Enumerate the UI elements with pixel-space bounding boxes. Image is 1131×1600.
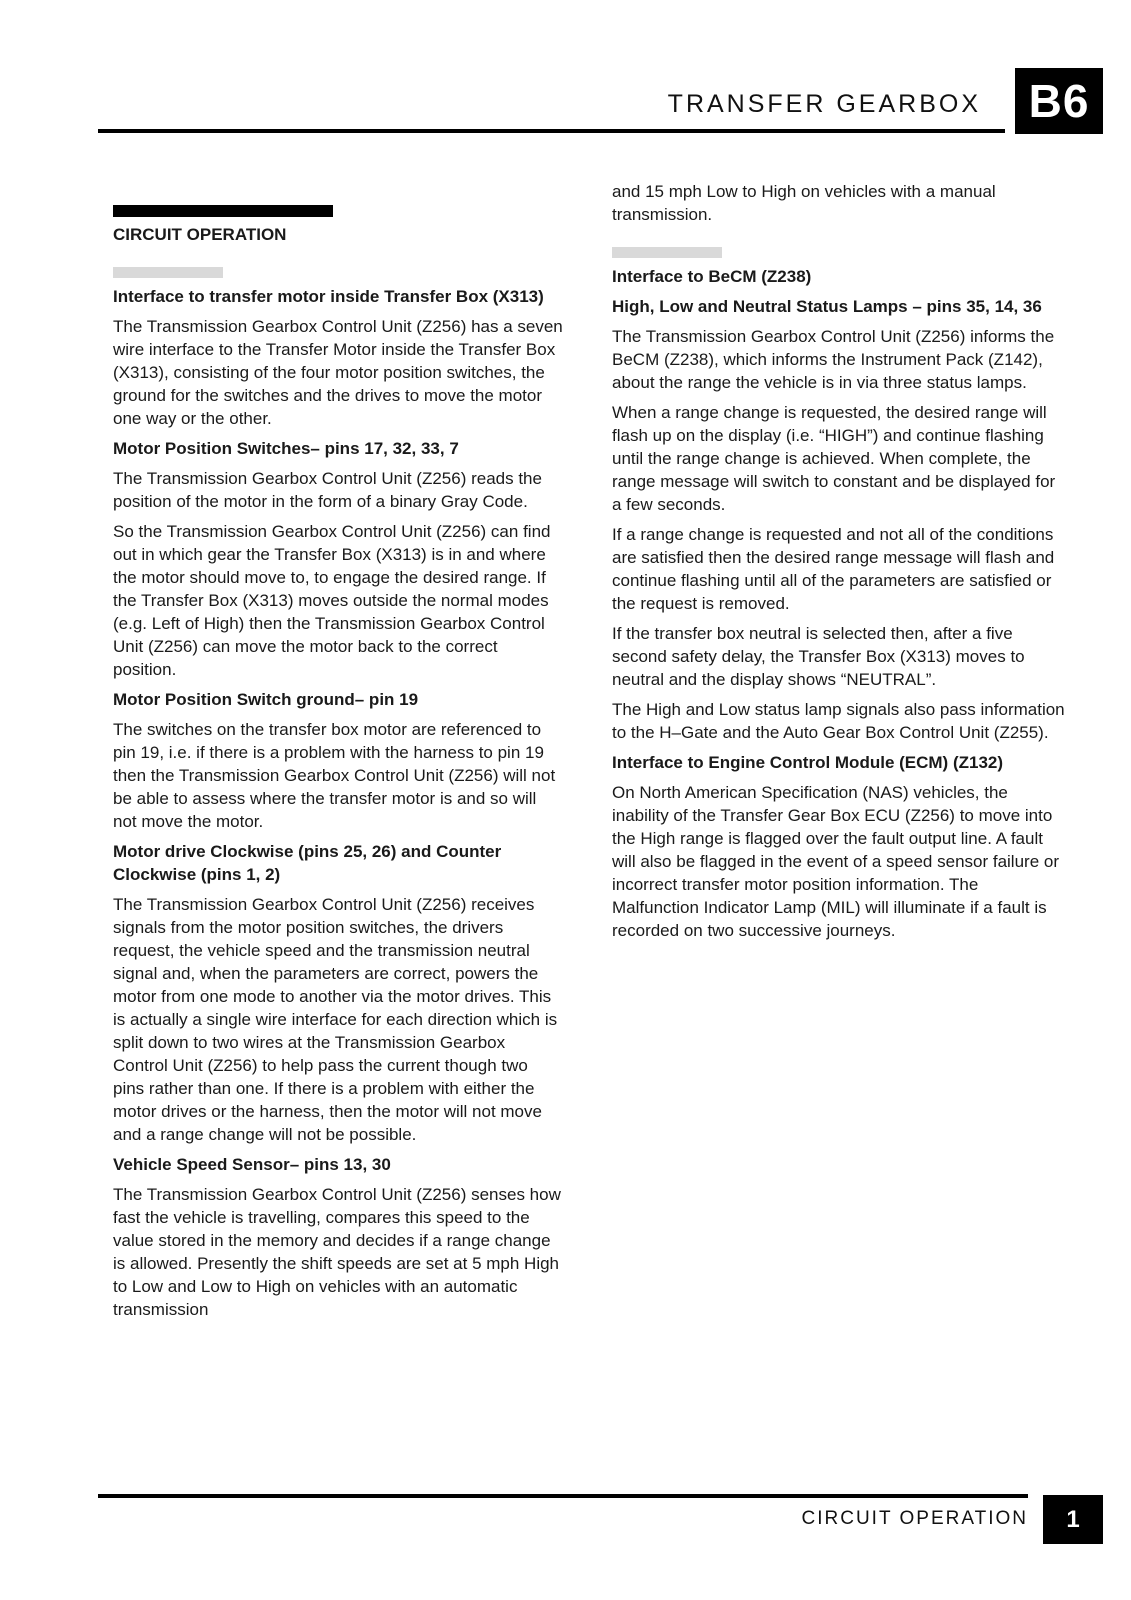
- subsection-heading: Interface to BeCM (Z238): [612, 267, 812, 286]
- heading-motor-drive: Motor drive Clockwise (pins 25, 26) and Counter Clockwise (pins 1, 2): [113, 842, 502, 884]
- paragraph: The High and Low status lamp signals also pass information to the H–Gate and the Auto Gear Box Control Unit (Z255).: [612, 700, 1065, 742]
- heading-vehicle-speed-sensor: Vehicle Speed Sensor– pins 13, 30: [113, 1155, 391, 1174]
- right-text-flow: [612, 265, 1067, 949]
- section-title: CIRCUIT OPERATION: [113, 225, 287, 244]
- paragraph: So the Transmission Gearbox Control Unit (Z256) can find out in which gear the Transfer Box (X313) is in and where the motor should move to, to engage the desired range. If the Transfer Box (X313) moves outside the normal modes (e.g. Left of High) then the Transmission Gearbox Control Unit (Z256) can move the motor back to the correct position.: [113, 522, 551, 679]
- header-rule: [98, 129, 1005, 133]
- footer-label: CIRCUIT OPERATION: [801, 1508, 1028, 1529]
- paragraph: If the transfer box neutral is selected then, after a five second safety delay, the Transfer Box (X313) moves to neutral and the display shows “NEUTRAL”.: [612, 624, 1025, 689]
- subsection-marker-bar: [612, 247, 722, 258]
- paragraph: The Transmission Gearbox Control Unit (Z256) receives signals from the motor position switches, the drivers request, the vehicle speed and the transmission neutral signal and, when the parameters are correct, powers the motor from one mode to another via the motor drives. This is actually a single wire interface for each direction which is split down to two wires at the Transmission Gearbox Control Unit (Z256) to help pass the current though two pins rather than one. If there is a problem with either the motor drives or the harness, then the motor will not move and a range change will not be possible.: [113, 895, 558, 1144]
- heading-status-lamps: High, Low and Neutral Status Lamps – pins 35, 14, 36: [612, 297, 1042, 316]
- section-badge: B6: [1015, 68, 1103, 134]
- paragraph: On North American Specification (NAS) vehicles, the inability of the Transfer Gear Box ECU (Z256) to move into the High range is flagged over the fault output line. A fault will also be flagged in the event of a speed sensor failure or incorrect transfer motor position information. The Malfunction Indicator Lamp (MIL) will illuminate if a fault is recorded on two successive journeys.: [612, 783, 1059, 940]
- heading-motor-position-switches: Motor Position Switches– pins 17, 32, 33, 7: [113, 439, 459, 458]
- paragraph: and 15 mph Low to High on vehicles with a manual transmission.: [612, 182, 996, 224]
- footer-rule: [98, 1494, 1028, 1498]
- paragraph: The Transmission Gearbox Control Unit (Z256) reads the position of the motor in the form of a binary Gray Code.: [113, 469, 542, 511]
- page-number: 1: [1043, 1495, 1103, 1544]
- paragraph: The Transmission Gearbox Control Unit (Z256) senses how fast the vehicle is travelling, compares this speed to the value stored in the memory and decides if a range change is allowed. Presently the shift speeds are set at 5 mph High to Low and Low to High on vehicles with an automatic transmission: [113, 1185, 561, 1319]
- left-text-flow: [113, 285, 563, 1328]
- subsection-marker-bar: [113, 267, 223, 278]
- heading-ecm-interface: Interface to Engine Control Module (ECM) (Z132): [612, 753, 1004, 772]
- paragraph: When a range change is requested, the desired range will flash up on the display (i.e. “HIGH”) and continue flashing until the range change is achieved. When complete, the range message will switch to constant and be displayed for a few seconds.: [612, 403, 1056, 514]
- section-marker-bar: [113, 205, 333, 217]
- heading-switch-ground: Motor Position Switch ground– pin 19: [113, 690, 419, 709]
- paragraph: The switches on the transfer box motor are referenced to pin 19, i.e. if there is a problem with the harness to pin 19 then the Transmission Gearbox Control Unit (Z256) will not be able to assess where the transfer motor is and so will not move the motor.: [113, 720, 556, 831]
- right-text-top: [612, 180, 1067, 233]
- paragraph: The Transmission Gearbox Control Unit (Z256) informs the BeCM (Z238), which informs the Instrument Pack (Z142), about the range the vehicle is in via three status lamps.: [612, 327, 1055, 392]
- paragraph: The Transmission Gearbox Control Unit (Z256) has a seven wire interface to the Transfer Motor inside the Transfer Box (X313), consisting of the four motor position switches, the ground for the switches and the drives to move the motor one way or the other.: [113, 317, 563, 428]
- paragraph: If a range change is requested and not all of the conditions are satisfied then the desired range message will flash and continue flashing until all of the parameters are satisfied or the request is removed.: [612, 525, 1055, 613]
- header-title: TRANSFER GEARBOX: [667, 90, 981, 118]
- subsection-heading: Interface to transfer motor inside Transfer Box (X313): [113, 287, 544, 306]
